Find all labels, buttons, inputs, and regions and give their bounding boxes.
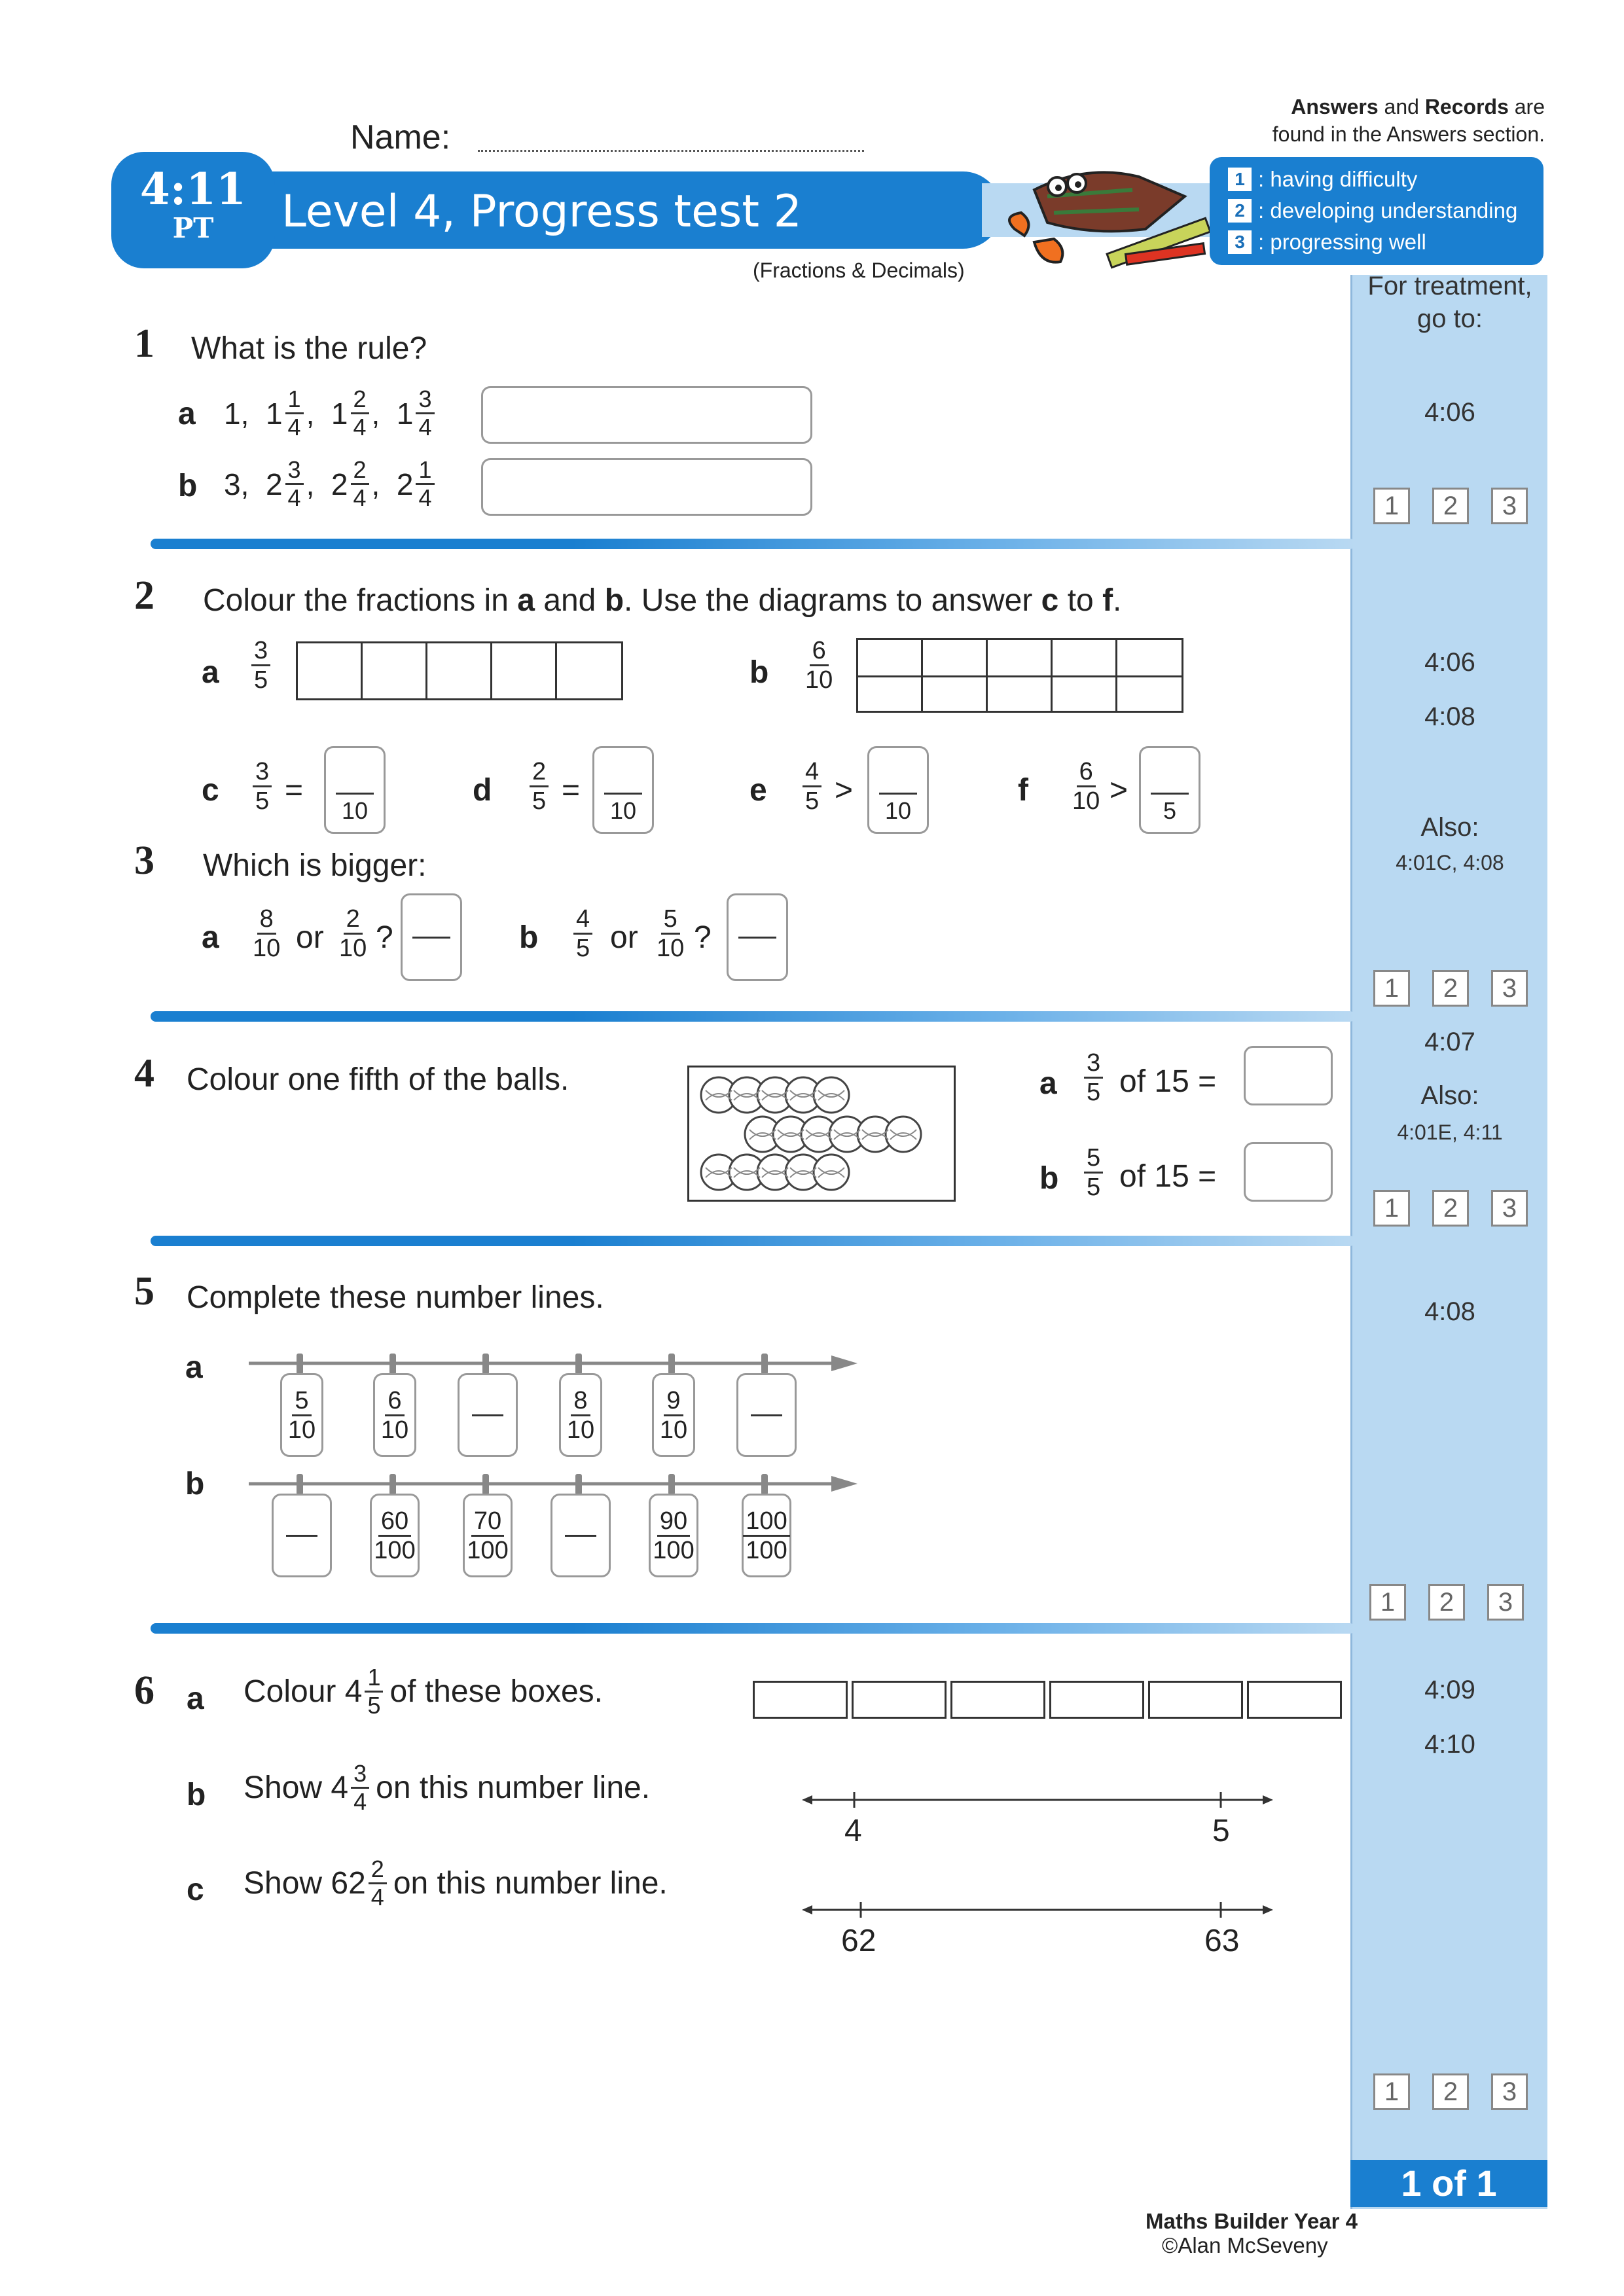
instruction-6c: Show 62 $\frac{2}{4}$ on this number line.	[244, 1856, 668, 1910]
number-line-label: 70 100	[463, 1494, 513, 1577]
name-field[interactable]	[478, 147, 864, 152]
balls-diagram[interactable]	[687, 1066, 956, 1202]
number-line-blank[interactable]	[736, 1373, 797, 1457]
ref-q1: 4:06	[1424, 398, 1475, 427]
ball	[886, 1117, 921, 1152]
rating-box-1[interactable]: 1	[1373, 488, 1410, 524]
fraction: $\frac{3}{5}$	[251, 638, 270, 692]
rating-box-2[interactable]: 2	[1432, 1190, 1469, 1227]
answer-box-1b[interactable]	[481, 458, 812, 516]
part-label: a	[185, 1350, 203, 1385]
boxes-to-colour[interactable]	[753, 1681, 1342, 1719]
crab-mascot-illustration	[995, 151, 1218, 281]
number-line-tick	[297, 1474, 303, 1495]
rating-box-3[interactable]: 3	[1491, 1190, 1528, 1227]
rating-box-1[interactable]: 1	[1373, 2073, 1410, 2110]
question-number: 5	[134, 1269, 154, 1314]
or-text: or	[296, 920, 324, 955]
number-line-tick	[389, 1474, 396, 1495]
or-text: or	[610, 920, 638, 955]
fraction: $\frac{8}{10}$	[253, 905, 281, 962]
legend-item: 2 : developing understanding	[1228, 195, 1543, 226]
question-number: 6	[134, 1668, 154, 1713]
rating-box-3[interactable]: 3	[1491, 488, 1528, 524]
tick-label: 5	[1212, 1814, 1230, 1848]
fraction-diagram-fifths[interactable]	[296, 641, 623, 700]
number-line-tick	[668, 1474, 675, 1495]
number-line-tick	[668, 1354, 675, 1374]
rating-box-1[interactable]: 1	[1373, 1190, 1410, 1227]
fraction: $\frac{6}{10}$	[805, 637, 833, 694]
footer-copyright: ©Alan McSeveny	[1162, 2233, 1328, 2257]
page-title: Level 4, Progress test 2	[281, 186, 802, 238]
rating-legend	[1210, 157, 1543, 265]
tick-label: 4	[844, 1814, 862, 1848]
name-label: Name:	[350, 118, 451, 156]
tick-label: 62	[841, 1924, 876, 1958]
number-line-tick	[297, 1354, 303, 1374]
question-prompt: Which is bigger:	[203, 848, 427, 883]
answer-box-3a[interactable]	[401, 893, 462, 981]
part-label: a	[202, 920, 219, 955]
part-label: b	[187, 1778, 206, 1812]
legend-item: 3 : progressing well	[1228, 226, 1543, 258]
number-line-b	[249, 1474, 864, 1494]
ball	[814, 1155, 849, 1190]
section-divider	[151, 539, 1355, 549]
part-label: f	[1018, 773, 1028, 808]
number-line-6c[interactable]	[802, 1897, 1273, 1923]
answer-box-4a[interactable]	[1244, 1046, 1333, 1105]
question-mark: ?	[376, 920, 393, 955]
part-label: b	[185, 1467, 205, 1501]
part-label: c	[202, 773, 219, 808]
answer-box-4b[interactable]	[1244, 1142, 1333, 1202]
question-prompt: What is the rule?	[191, 331, 427, 366]
fraction: $\frac{4}{5}$	[573, 906, 592, 961]
number-line-blank[interactable]	[458, 1373, 518, 1457]
fraction: $\frac{2}{10}$	[339, 905, 367, 962]
answer-box-1a[interactable]	[481, 386, 812, 444]
unit-code-badge	[111, 152, 275, 268]
of-15-text: of 15 =	[1119, 1064, 1217, 1099]
part-label: a	[178, 397, 196, 431]
number-line-label: 5 10	[280, 1373, 323, 1457]
of-15-text: of 15 =	[1119, 1159, 1217, 1194]
question-prompt: Colour the fractions in a and b. Use the diagrams to answer c to f.	[203, 583, 1122, 618]
legend-item: 1 : having difficulty	[1228, 164, 1543, 195]
ref-q5: 4:08	[1424, 1297, 1475, 1326]
part-label: e	[749, 773, 767, 808]
rating-box-3[interactable]: 3	[1491, 2073, 1528, 2110]
rating-box-2[interactable]: 2	[1432, 970, 1469, 1007]
part-label: a	[187, 1681, 204, 1716]
number-line-tick	[761, 1354, 768, 1374]
also-refs-1: 4:01C, 4:08	[1396, 851, 1504, 874]
page-subtitle: (Fractions & Decimals)	[753, 259, 965, 282]
answer-box-3b[interactable]	[727, 893, 788, 981]
part-label: a	[1039, 1066, 1057, 1101]
number-line-tick	[575, 1354, 582, 1374]
instruction-6a: Colour 4 $\frac{1}{5}$ of these boxes.	[244, 1664, 604, 1719]
section-divider	[151, 1623, 1355, 1634]
question-prompt: Colour one fifth of the balls.	[187, 1062, 569, 1097]
sidebar-heading: For treatment, go to:	[1367, 272, 1532, 333]
fraction: $\frac{3}{5}$	[253, 759, 272, 814]
rating-box-3[interactable]: 3	[1491, 970, 1528, 1007]
page-indicator: 1 of 1	[1350, 2160, 1547, 2207]
number-line-blank[interactable]	[550, 1494, 611, 1577]
fraction: $\frac{5}{5}$	[1084, 1145, 1103, 1200]
question-number: 4	[134, 1051, 154, 1096]
part-label: b	[519, 920, 539, 955]
ref-q2b: 4:08	[1424, 702, 1475, 731]
number-line-tick	[482, 1474, 489, 1495]
ref-q2a: 4:06	[1424, 648, 1475, 677]
operator: >	[1110, 773, 1128, 808]
instruction-6b: Show 4 $\frac{3}{4}$ on this number line.	[244, 1760, 651, 1815]
part-label: a	[202, 655, 219, 690]
number-line-a	[249, 1354, 864, 1373]
number-line-label: 90 100	[649, 1494, 698, 1577]
operator: =	[562, 773, 581, 808]
fraction: $\frac{6}{10}$	[1072, 758, 1100, 815]
also-label-1: Also:	[1420, 813, 1479, 842]
also-refs-2: 4:01E, 4:11	[1397, 1121, 1503, 1144]
part-label: b	[749, 655, 769, 690]
fraction: $\frac{5}{10}$	[657, 905, 685, 962]
answers-note: Answers and Records are found in the Answers section.	[1272, 95, 1545, 146]
footer-book-title: Maths Builder Year 4	[1146, 2209, 1358, 2233]
answer-box-2e[interactable]: 10	[867, 746, 929, 834]
unit-code: 4:11	[139, 164, 247, 215]
section-divider	[151, 1011, 1355, 1022]
number-line-tick	[482, 1354, 489, 1374]
sequence-a: 1, 1 $\frac{1}{4}$ , 1 $\frac{2}{4}$ , 1 $\frac{3}{4}$	[224, 387, 437, 439]
number-line-blank[interactable]	[272, 1494, 332, 1577]
rating-box-3[interactable]: 3	[1487, 1584, 1524, 1621]
part-label: c	[187, 1873, 204, 1907]
treatment-sidebar	[1350, 275, 1547, 2209]
fraction: $\frac{3}{5}$	[1084, 1050, 1103, 1105]
question-mark: ?	[694, 920, 712, 955]
answer-box-2f[interactable]: 5	[1139, 746, 1200, 834]
sequence-b: 3, 2 $\frac{3}{4}$ , 2 $\frac{2}{4}$ , 2 $\frac{1}{4}$	[224, 458, 437, 510]
question-number: 2	[134, 573, 154, 618]
number-line-tick	[761, 1474, 768, 1495]
ref-q6b: 4:10	[1424, 1730, 1475, 1759]
part-label: b	[178, 469, 198, 503]
fraction: $\frac{4}{5}$	[803, 759, 821, 814]
operator: >	[835, 773, 854, 808]
operator: =	[285, 773, 304, 808]
ref-q4: 4:07	[1424, 1028, 1475, 1056]
question-prompt: Complete these number lines.	[187, 1280, 604, 1315]
number-line-label: 60 100	[370, 1494, 420, 1577]
rating-box-2[interactable]: 2	[1432, 488, 1469, 524]
rating-box-1[interactable]: 1	[1373, 970, 1410, 1007]
fraction-diagram-tenths[interactable]	[856, 638, 1183, 713]
number-line-6b[interactable]	[802, 1787, 1273, 1813]
number-line-label: 6 10	[373, 1373, 416, 1457]
number-line-label: 9 10	[652, 1373, 695, 1457]
question-number: 3	[134, 838, 154, 883]
fraction: $\frac{2}{5}$	[530, 759, 549, 814]
number-line-label: 100 100	[742, 1494, 791, 1577]
part-label: b	[1039, 1161, 1059, 1196]
number-line-label: 8 10	[559, 1373, 602, 1457]
number-line-tick	[575, 1474, 582, 1495]
part-label: d	[473, 773, 492, 808]
ref-q6a: 4:09	[1424, 1676, 1475, 1704]
also-label-2: Also:	[1420, 1081, 1479, 1110]
rating-box-2[interactable]: 2	[1428, 1584, 1465, 1621]
section-divider	[151, 1236, 1355, 1246]
tick-label: 63	[1204, 1924, 1240, 1958]
answer-box-2d[interactable]: 10	[592, 746, 654, 834]
answer-box-2c[interactable]: 10	[324, 746, 386, 834]
number-line-tick	[389, 1354, 396, 1374]
ball	[814, 1077, 849, 1113]
rating-box-2[interactable]: 2	[1432, 2073, 1469, 2110]
unit-code-sub: PT	[172, 212, 214, 244]
question-number: 1	[134, 321, 154, 366]
rating-box-1[interactable]: 1	[1369, 1584, 1406, 1621]
